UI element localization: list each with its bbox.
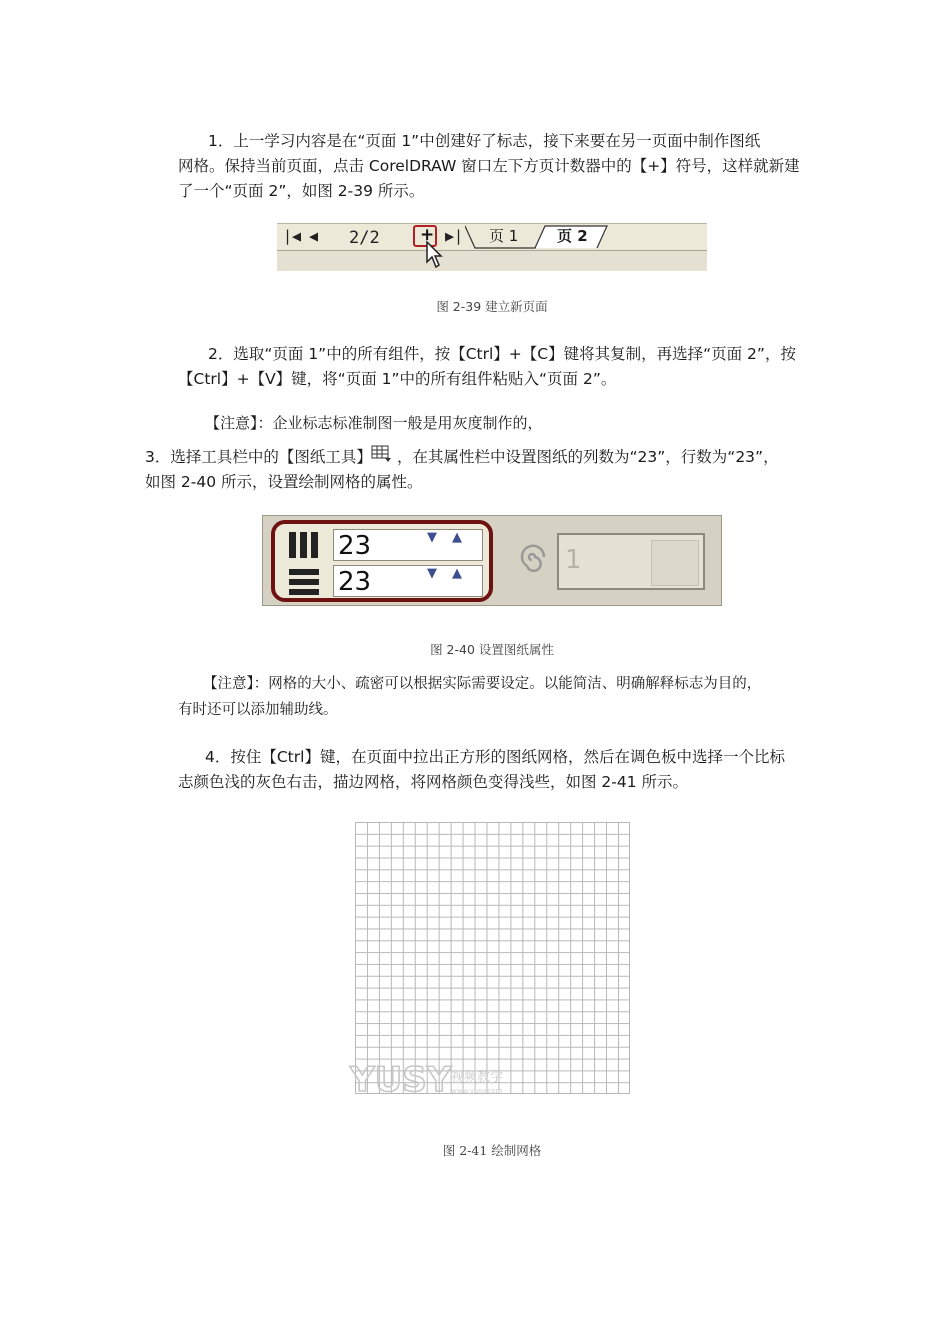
step1-line2: 网格。保持当前页面，点击 CorelDRAW 窗口左下方页计数器中的【+】符号，这样就新建: [178, 157, 800, 175]
note2-line2: 有时还可以添加辅助线。: [178, 702, 338, 718]
previous-page-icon[interactable]: ◀: [309, 227, 319, 245]
columns-spin-down-icon[interactable]: ▼: [427, 530, 437, 545]
highlighted-settings-frame: [271, 520, 493, 602]
rows-input[interactable]: 23: [333, 565, 483, 597]
columns-input[interactable]: 23: [333, 529, 483, 561]
rows-spin-down-icon[interactable]: ▼: [427, 566, 437, 581]
page-tab-bar: [277, 223, 707, 271]
tab-page-1[interactable]: 页 1: [489, 227, 519, 245]
watermark-text: YUSY: [350, 1060, 452, 1100]
step3-line2: 如图 2-40 所示，设置绘制网格的属性。: [145, 473, 423, 491]
graph-paper-tool-icon: [371, 444, 393, 464]
step4-line2: 志颜色浅的灰色右击，描边网格，将网格颜色变得浅些，如图 2-41 所示。: [178, 773, 689, 791]
last-page-icon[interactable]: ▶|: [445, 227, 464, 245]
figure-2-39-caption: 图 2-39 建立新页面: [436, 299, 548, 314]
tab-page-2[interactable]: 页 2: [557, 227, 588, 245]
spiral-spinner-icon: [651, 540, 699, 586]
note2-line1: 【注意】：网格的大小、疏密可以根据实际需要设定。以能简洁、明确解释标志为目的，: [203, 676, 762, 692]
figure-2-41-caption: 图 2-41 绘制网格: [442, 1143, 542, 1158]
watermark-url: www.yusy.com: [451, 1087, 503, 1095]
page-counter: 2/2: [349, 228, 380, 248]
figure-2-40-caption: 图 2-40 设置图纸属性: [430, 642, 554, 657]
step1-line3: 了一个“页面 2”，如图 2-39 所示。: [178, 182, 425, 200]
step3-line1a: 3．选择工具栏中的【图纸工具】: [145, 448, 372, 466]
step2-line2: 【Ctrl】+【V】键，将“页面 1”中的所有组件粘贴入“页面 2”。: [178, 370, 617, 388]
spiral-icon: [515, 540, 549, 580]
step4-line1: 4．按住【Ctrl】键，在页面中拉出正方形的图纸网格，然后在调色板中选择一个比标: [205, 748, 785, 766]
step1-line1: 1．上一学习内容是在“页面 1”中创建好了标志，接下来要在另一页面中制作图纸: [208, 132, 761, 150]
graph-paper-property-bar: [262, 515, 722, 606]
plus-icon: +: [420, 225, 435, 245]
watermark-subtitle: 视频教学: [451, 1070, 504, 1085]
spiral-revolutions-input: [557, 533, 705, 590]
yusy-watermark-logo: [346, 1055, 526, 1100]
mouse-cursor-icon: [425, 240, 443, 270]
note1: 【注意】：企业标志标准制图一般是用灰度制作的，: [205, 414, 543, 432]
columns-icon: [287, 530, 321, 560]
step3-line1b: ，在其属性栏中设置图纸的列数为“23”，行数为“23”，: [397, 448, 779, 466]
spiral-revolutions-value: 1: [565, 545, 582, 575]
rows-icon: [287, 566, 321, 596]
columns-spin-up-icon[interactable]: ▲: [452, 530, 462, 545]
first-page-icon[interactable]: |◀: [283, 227, 302, 245]
rows-spin-up-icon[interactable]: ▲: [452, 566, 462, 581]
step2-line1: 2．选取“页面 1”中的所有组件，按【Ctrl】+【C】键将其复制，再选择“页面 2”，按: [208, 345, 796, 363]
drawn-grid: [355, 822, 630, 1094]
